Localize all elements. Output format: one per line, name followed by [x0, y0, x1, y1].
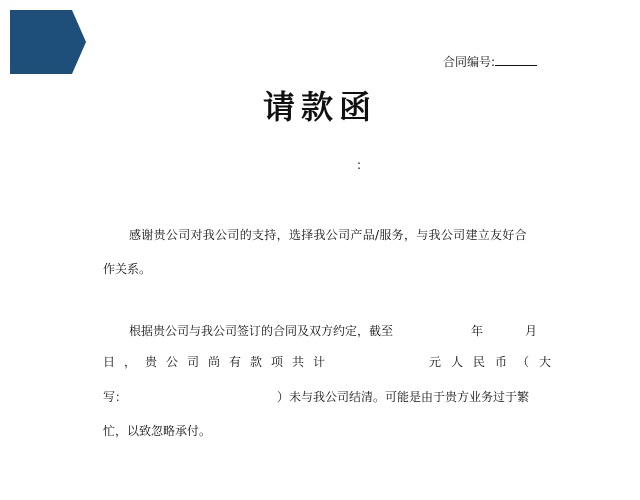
paragraph-2-line-2-amount-text: 元人民币（大 — [429, 355, 562, 369]
paragraph-2-line-4: 忙，以致忽略承付。 — [103, 424, 212, 438]
paragraph-2-line-3-prefix: 写： — [103, 390, 128, 404]
header-tab-shape — [10, 10, 86, 74]
year-label: 年 — [471, 324, 484, 338]
page-title: 请款函 — [262, 88, 377, 126]
arrow-tab-icon — [10, 10, 86, 74]
contract-number-label: 合同编号: — [443, 55, 496, 69]
paragraph-1-line-1: 感谢贵公司对我公司的支持，选择我公司产品/服务，与我公司建立友好合 — [129, 228, 527, 242]
salutation-colon: : — [357, 158, 362, 172]
paragraph-2-line-3-text: ）未与我公司结清。可能是由于贵方业务过于繁 — [277, 390, 530, 404]
contract-number-blank — [495, 53, 537, 66]
month-label: 月 — [525, 324, 538, 338]
paragraph-2-line-3 — [103, 388, 537, 405]
paragraph-2-line-1 — [129, 322, 537, 339]
paragraph-1-line-2: 作关系。 — [103, 262, 152, 276]
paragraph-2-line-1-text: 根据贵公司与我公司签订的合同及双方约定，截至 — [129, 324, 394, 338]
paragraph-2-line-2 — [103, 353, 562, 370]
paragraph-2-line-2-text: 日，贵公司尚有款项共计 — [103, 355, 335, 369]
contract-number — [443, 53, 537, 70]
